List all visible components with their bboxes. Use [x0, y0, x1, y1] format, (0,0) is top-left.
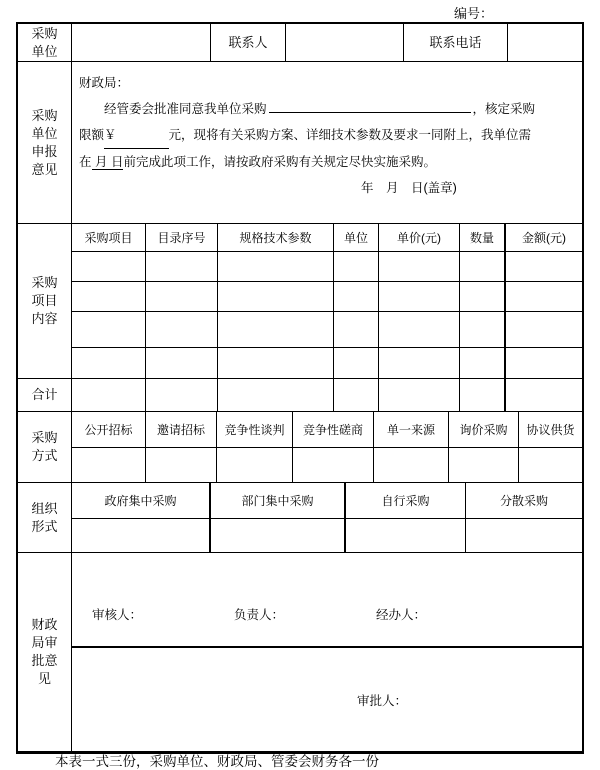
copies-note: 本表一式三份，采购单位、财政局、管委会财务各一份	[55, 754, 379, 769]
manager-signature-label: 负责人：	[234, 607, 285, 622]
item-cell[interactable]	[218, 348, 334, 379]
items-col-header-specs: 规格技术参数	[218, 224, 334, 252]
org-check-cell[interactable]	[466, 519, 582, 553]
purchasing-unit-label: 采购单位	[18, 24, 72, 62]
declaration-line3: 在 月 日前完成此项工作，请按政府采购有关规定尽快实施采购。	[79, 155, 436, 169]
contact-person-field[interactable]	[286, 24, 404, 62]
reviewer-signature-label: 审核人：	[92, 607, 143, 622]
item-cell[interactable]	[334, 348, 379, 379]
item-cell[interactable]	[146, 282, 218, 312]
declaration-salutation: 财政局：	[79, 76, 130, 90]
item-cell[interactable]	[72, 348, 146, 379]
item-cell[interactable]	[72, 252, 146, 282]
method-section	[18, 412, 582, 483]
org-option-government-centralized: 政府集中采购	[72, 483, 211, 519]
org-check-cell[interactable]	[72, 519, 211, 553]
doc-number-label: 编号：	[446, 3, 503, 24]
method-check-cell[interactable]	[72, 448, 146, 483]
items-col-header-amount: 金额(元)	[506, 224, 582, 252]
method-check-cell[interactable]	[449, 448, 519, 483]
method-check-cell[interactable]	[146, 448, 217, 483]
organization-label: 组织形式	[18, 483, 72, 553]
item-cell[interactable]	[146, 252, 218, 282]
method-label: 采购方式	[18, 412, 72, 483]
approver-signature-label: 审批人：	[357, 693, 408, 708]
contact-phone-label: 联系电话	[404, 24, 508, 62]
declaration-section	[18, 62, 582, 224]
item-cell[interactable]	[460, 348, 506, 379]
method-check-cell[interactable]	[374, 448, 449, 483]
item-cell[interactable]	[218, 252, 334, 282]
declaration-label: 采购单位申报意见	[18, 62, 72, 224]
total-cell[interactable]	[379, 379, 460, 412]
total-cell[interactable]	[218, 379, 334, 412]
items-section	[18, 224, 582, 412]
item-cell[interactable]	[379, 252, 460, 282]
approval-final-row	[72, 648, 582, 751]
item-cell[interactable]	[460, 282, 506, 312]
item-cell[interactable]	[146, 348, 218, 379]
item-cell[interactable]	[379, 348, 460, 379]
procurement-approval-form	[16, 22, 584, 754]
method-option-competitive-consultation: 竞争性磋商	[293, 412, 374, 448]
purchasing-unit-field[interactable]	[72, 24, 211, 62]
method-option-competitive-negotiation: 竞争性谈判	[217, 412, 293, 448]
procurement-item-blank[interactable]	[269, 99, 471, 113]
unit-contact-row	[18, 24, 582, 62]
items-col-header-project: 采购项目	[72, 224, 146, 252]
item-cell[interactable]	[506, 312, 582, 348]
declaration-date-seal: 年 月 日(盖章)	[361, 181, 457, 195]
item-cell[interactable]	[334, 282, 379, 312]
method-option-single-source: 单一来源	[374, 412, 449, 448]
items-col-header-unit: 单位	[334, 224, 379, 252]
items-col-header-unit-price: 单价(元)	[379, 224, 460, 252]
item-cell[interactable]	[146, 312, 218, 348]
item-cell[interactable]	[506, 282, 582, 312]
total-cell[interactable]	[334, 379, 379, 412]
item-cell[interactable]	[218, 282, 334, 312]
method-option-open-tender: 公开招标	[72, 412, 146, 448]
item-cell[interactable]	[506, 252, 582, 282]
org-option-department-centralized: 部门集中采购	[211, 483, 346, 519]
method-check-cell[interactable]	[293, 448, 374, 483]
method-option-agreement-supply: 协议供货	[519, 412, 582, 448]
approval-signatures-row	[72, 553, 582, 648]
total-cell[interactable]	[506, 379, 582, 412]
amount-blank[interactable]: ￥	[104, 122, 169, 149]
total-cell[interactable]	[460, 379, 506, 412]
approval-section	[18, 553, 582, 751]
item-cell[interactable]	[379, 282, 460, 312]
item-cell[interactable]	[334, 312, 379, 348]
items-col-header-catalog-no: 目录序号	[146, 224, 218, 252]
item-cell[interactable]	[218, 312, 334, 348]
contact-person-label: 联系人	[211, 24, 286, 62]
item-cell[interactable]	[506, 348, 582, 379]
items-col-header-quantity: 数量	[460, 224, 506, 252]
method-check-cell[interactable]	[519, 448, 582, 483]
org-option-decentralized: 分散采购	[466, 483, 582, 519]
method-option-invited-tender: 邀请招标	[146, 412, 217, 448]
item-cell[interactable]	[72, 282, 146, 312]
org-option-self-procurement: 自行采购	[346, 483, 466, 519]
item-cell[interactable]	[460, 252, 506, 282]
declaration-body	[72, 62, 582, 224]
total-cell[interactable]	[146, 379, 218, 412]
declaration-line1: 经管委会批准同意我单位采购 ，核定采购	[79, 96, 574, 122]
org-check-cell[interactable]	[211, 519, 346, 553]
contact-phone-field[interactable]	[508, 24, 582, 62]
items-total-label: 合计	[18, 379, 72, 412]
approval-label: 财政局审批意见	[18, 553, 72, 751]
item-cell[interactable]	[334, 252, 379, 282]
items-label: 采购项目内容	[18, 224, 72, 379]
total-cell[interactable]	[72, 379, 146, 412]
item-cell[interactable]	[379, 312, 460, 348]
method-check-cell[interactable]	[217, 448, 293, 483]
declaration-line2: 限额￥ 元，现将有关采购方案、详细技术参数及要求一同附上，我单位需	[79, 122, 574, 149]
org-check-cell[interactable]	[346, 519, 466, 553]
item-cell[interactable]	[460, 312, 506, 348]
method-option-price-inquiry: 询价采购	[449, 412, 519, 448]
month-day-blank[interactable]: 月 日	[91, 155, 124, 169]
handler-signature-label: 经办人：	[376, 607, 427, 622]
item-cell[interactable]	[72, 312, 146, 348]
organization-section	[18, 483, 582, 553]
